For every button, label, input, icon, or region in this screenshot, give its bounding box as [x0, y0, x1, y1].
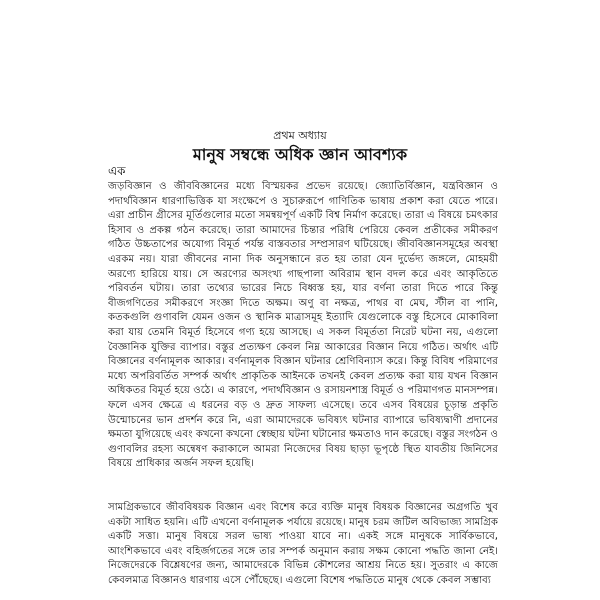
chapter-title: মানুষ সম্বন্ধে অধিক জ্ঞান আবশ্যক: [192, 145, 408, 164]
chapter-label: প্রথম অধ্যায়: [273, 129, 327, 142]
section-label: এক: [108, 164, 126, 178]
paragraph: সামগ্রিকভাবে জীববিষয়ক বিজ্ঞান এবং বিশেষ করে ব্যক্তি মানুষ বিষয়ক বিজ্ঞানের অগ্রগতি খুব একটা সাধিত হয়নি। এটি এখনো বর্ণনামূলক পর্যায়ে রয়েছে। মানুষ চরম জটিল অবিভাজ্য সামগ্রিক একটি সত্তা। মানুষ বিষয়ে সরল ভাষ্য পাওয়া যাবে না। একই সঙ্গে মানুষকে সার্বিকভাবে, আংশিকভাবে এবং বহির্জগতের সঙ্গে তার সম্পর্ক অনুমান করায় সক্ষম কোনো পদ্ধতি জানা নেই। নিজেদেরকে বিশ্লেষণের জন্য, আমাদেরকে বিভিন্ন কৌশলের আশ্রয় নিতে হয়। সুতরাং এ কাজে কেবলমাত্র বিজ্ঞানও ধারণায় এসে পৌঁছেছে। এগুলো বিশেষ পদ্ধতিতে মানুষ থেকে কেবল সম্ভাব্য: [108, 502, 498, 586]
paragraph: জড়বিজ্ঞান ও জীববিজ্ঞানের মধ্যে বিস্ময়কর প্রভেদ রয়েছে। জ্যোতির্বিজ্ঞান, যন্ত্রবিজ্ঞান ও পদার্থবিজ্ঞান ধারণাভিত্তিক যা সংক্ষেপে ও সুচারুরূপে গাণিতিক ভাষায় প্রকাশ করা যেতে পারে। এরা প্রাচীন গ্রীসের মূর্তিগুলোর মতো সমন্বয়পূর্ণ একটি বিশ্ব নির্মাণ করেছে। তারা এ বিষয়ে চমৎকার হিসাব ও প্রকল্প গঠন করেছে। তারা আমাদের চিন্তার পরিধি পেরিয়ে কেবল প্রতীকের সমীকরণ গঠিত উচ্চতাপের অযোগ্য বিমূর্ত পর্যন্ত বাস্তবতার সম্প্রসারণ ঘটিয়েছে। জীববিজ্ঞানসমূহের অবস্থা এরকম নয়। যারা জীবনের নানা দিক অনুসন্ধানে রত হয় তারা যেন দুর্ভেদ্য জঙ্গলে, মোহময়ী অরণ্যে হারিয়ে যায়। সে অরণ্যের অসংখ্য গাছপালা অবিরাম স্থান বদল করে এবং আকৃতিতে পরিবর্তন ঘটায়। তারা তথ্যের ভারের নিচে বিধ্বস্ত হয়, যার বর্ণনা তারা দিতে পারে কিন্তু বীজগণিতের সমীকরণে সংজ্ঞা দিতে অক্ষম। অণু বা নক্ষত্র, পাথর বা মেঘ, স্টীল বা পানি, কতকগুলি গুণাবলি যেমন ওজন ও স্থানিক মাত্রাসমূহ ইত্যাদি যেগুলোকে বস্তু হিসেবে মোকাবিলা করা যায় তেমনি বিমূর্ত হিসেবে গণ্য হয়ে আসছে। এ সকল বিমূর্ততা নিরেট ঘটনা নয়, এগুলো বৈজ্ঞানিক যুক্তির ব্যাপার। বস্তুর প্রত্যক্ষণ কেবল নিম্ন আকারের বিজ্ঞান নিয়ে গঠিত। অর্থাৎ এটি বিজ্ঞানের বর্ণনামূলক আকার। বর্ণনামূলক বিজ্ঞান ঘটনার শ্রেণিবিন্যাস করে। কিন্তু বিবিধ পরিমাণের মধ্যে অপরিবর্তিত সম্পর্ক অর্থাৎ প্রাকৃতিক আইনকে তখনই কেবল প্রত্যক্ষ করা যায় যখন বিজ্ঞান অধিকতর বিমূর্ত হয়ে ওঠে। এ কারণে, পদার্থবিজ্ঞান ও রসায়নশাস্ত্র বিমূর্ত ও পরিমাণগত মানসম্পন্ন। ফলে এসব ক্ষেত্রে এ ধরনের বড় ও দ্রুত সাফল্য এসেছে। তবে এসব বিষয়ের চূড়ান্ত প্রকৃতি উন্মোচনের ভান প্রদর্শন করে নি, এরা আমাদেরকে ভবিষ্যৎ ঘটনার ব্যাপারে ভবিষ্যদ্বাণী প্রদানের ক্ষমতা যুগিয়েছে এবং কখনো কখনো স্বেচ্ছায় ঘটনা ঘটানোর ক্ষমতাও দান করেছে। বস্তুর সংগঠন ও গুণাবলির রহস্য অন্বেষণ করাকালে আমরা নিজেদের বিষয় ছাড়া ভূপৃষ্ঠে স্থিত যাবতীয় জিনিসের বিষয়ে প্রাধিকার অর্জন সফল হয়েছি।: [108, 181, 498, 470]
